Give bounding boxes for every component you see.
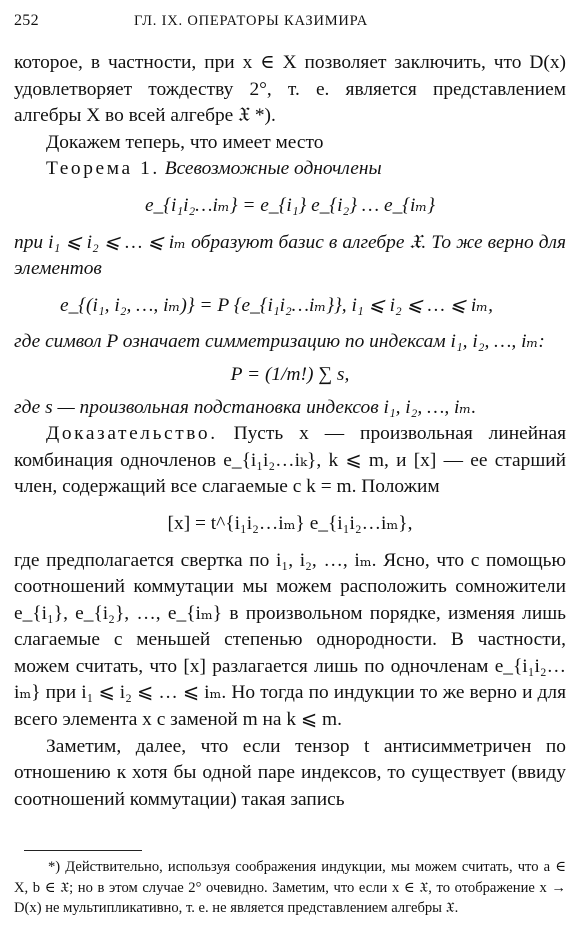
theorem-heading	[14, 156, 566, 183]
proof-label: Доказательство.	[46, 423, 218, 445]
formula-symmetrized: e_{(i₁, i₂, …, iₘ)} = P {e_{i₁i₂…iₘ}}, i₁ ⩽ i₂ ⩽ … ⩽ iₘ,	[60, 294, 493, 316]
running-title: ГЛ. IX. ОПЕРАТОРЫ КАЗИМИРА	[134, 13, 368, 29]
page-body	[14, 50, 566, 813]
page-header	[14, 8, 566, 34]
formula-leading-term: [x] = t^{i₁i₂…iₘ} e_{i₁i₂…iₘ},	[167, 512, 413, 534]
proof-text-1: Пусть x — произвольная линейная комбинация одночленов e_{i₁i₂…iₖ}, k ⩽ m, и [x] — ее старший член, содержащий все слагаемые с k = m. Положим	[14, 423, 566, 498]
proof-paragraph	[14, 421, 566, 501]
formula-monomials: e_{i₁i₂…iₘ} = e_{i₁} e_{i₂} … e_{iₘ}	[144, 194, 436, 216]
theorem-symmetrizer-line: где символ P означает симметризацию по индексам i₁, i₂, …, iₘ:	[14, 331, 545, 353]
formula-symmetrizer: P = (1/m!) ∑ s,	[230, 363, 350, 385]
footnote-text: *) Действительно, используя соображения индукции, мы можем считать, что a ∈ X, b ∈ 𝔛; но в этом случае 2° очевидно. Заметим, что если x ∈ 𝔛, то отображение x → D(x) не мультипликативно, т. е. не является представлением алгебры 𝔛.	[14, 859, 566, 916]
theorem-statement: Всевозможные одночлены	[164, 158, 382, 180]
footnote	[14, 857, 566, 919]
theorem-basis-line: при i₁ ⩽ i₂ ⩽ … ⩽ iₘ образуют базис в алгебре 𝔛. То же верно для элементов	[14, 231, 566, 280]
page-number: 252	[14, 12, 39, 29]
proof-text-2: где предполагается свертка по i₁, i₂, …, iₘ. Ясно, что с помощью соотношений коммутации мы можем расположить сомножители e_{i₁}, e_{i₂}, …, e_{iₘ} в произвольном порядке, изменяя лишь слагаемые с меньшей степенью однородности. В частности, можем считать, что [x] разлагается лишь по одночленам e_{i₁i₂…iₘ} при i₁ ⩽ i₂ ⩽ … ⩽ iₘ. Но тогда по индукции то же верно и для всего элемента x с заменой m на k ⩽ m.	[14, 549, 566, 731]
paragraph-lead: Докажем теперь, что имеет место	[46, 131, 324, 153]
paragraph-intro: которое, в частности, при x ∈ X позволяет заключить, что D(x) удовлетворяет тождеству 2°, т. е. является представлением алгебры X во всей алгебре 𝔛 *).	[14, 52, 566, 127]
footnote-rule	[24, 850, 142, 851]
proof-text-3: Заметим, далее, что если тензор t антисимметричен по отношению к хотя бы одной паре индексов, то существует (ввиду соотношений коммутации) такая запись	[14, 735, 566, 810]
theorem-label: Теорема 1.	[46, 158, 160, 180]
theorem-substitution-line: где s — произвольная подстановка индексов i₁, i₂, …, iₘ.	[14, 396, 477, 418]
